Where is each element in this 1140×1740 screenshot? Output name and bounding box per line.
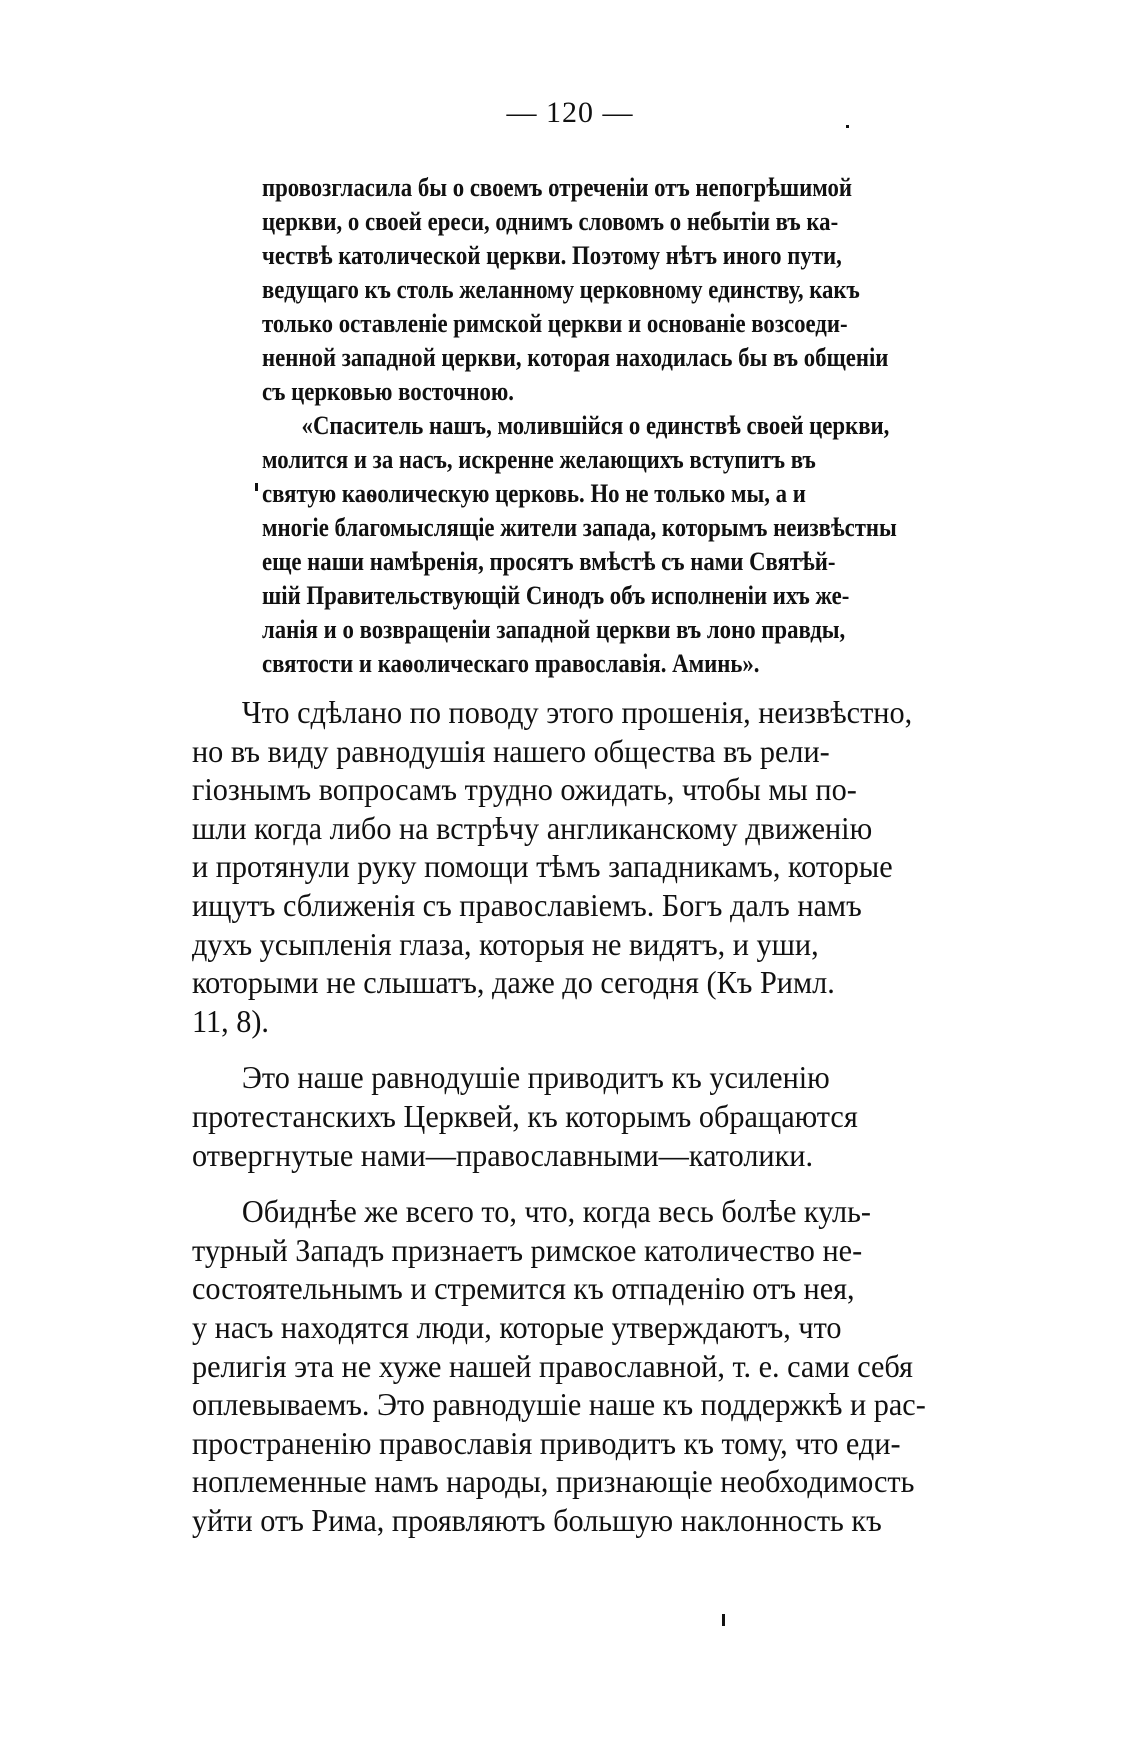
- paragraph: [192, 694, 989, 1041]
- text-line: пространенію православія приводитъ къ тому, что еди-: [192, 1425, 901, 1461]
- text-line: протестанскихъ Церквей, къ которымъ обращаются: [192, 1098, 858, 1134]
- text-line: у насъ находятся люди, которые утверждаютъ, что: [192, 1309, 842, 1345]
- paragraph: [192, 1059, 989, 1175]
- quote-line: съ церковью восточною.: [262, 376, 515, 406]
- scan-speck: [255, 483, 258, 491]
- text-line: Что сдѣлано по поводу этого прошенія, неизвѣстно,: [241, 695, 913, 730]
- quote-line: шій Правительствующій Синодъ объ исполненіи ихъ же-: [262, 580, 850, 610]
- text-line: турный Западъ признаетъ римское католичество не-: [192, 1232, 863, 1268]
- text-line: которыми не слышатъ, даже до сегодня (Къ Римл.: [192, 965, 835, 1001]
- paragraph: [192, 1193, 989, 1540]
- text-line: оплевываемъ. Это равнодушіе наше къ поддержкѣ и рас-: [192, 1387, 926, 1423]
- page-number: — 120 —: [506, 96, 634, 129]
- text-line: ноплеменные намъ народы, признающіе необходимость: [192, 1464, 915, 1500]
- text-line: но въ виду равнодушія нашего общества въ рели-: [192, 733, 830, 769]
- quoted-petition: [262, 170, 924, 680]
- quote-line: «Спаситель нашъ, молившійся о единствѣ своей церкви,: [301, 410, 890, 440]
- quote-line: ведущаго къ столь желанному церковному единству, какъ: [262, 274, 860, 304]
- quote-line: еще наши намѣренія, просятъ вмѣстѣ съ нами Святѣй-: [262, 546, 836, 576]
- text-line: Обиднѣе же всего то, что, когда весь болѣе куль-: [241, 1194, 871, 1230]
- quote-line: ненной западной церкви, которая находилась бы въ общеніи: [262, 342, 889, 372]
- text-line: 11, 8).: [192, 1003, 269, 1039]
- text-line: Это наше равнодушіе приводитъ къ усиленію: [241, 1060, 830, 1096]
- text-line: шли когда либо на встрѣчу англиканскому движенію: [192, 810, 873, 846]
- scan-speck: [722, 1614, 725, 1626]
- quote-line: многіе благомыслящіе жители запада, которымъ неизвѣстны: [262, 512, 897, 542]
- quote-line: молится и за насъ, искренне желающихъ вступитъ въ: [262, 444, 816, 474]
- quote-line: святую каѳолическую церковь. Но не только мы, а и: [262, 478, 806, 508]
- quote-line: провозгласила бы о своемъ отреченіи отъ непогрѣшимой: [262, 172, 853, 202]
- quote-line: ланія и о возвращеніи западной церкви въ лоно правды,: [262, 614, 846, 644]
- text-line: религія эта не хуже нашей православной, т. е. сами себя: [192, 1348, 913, 1384]
- text-line: уйти отъ Рима, проявляютъ большую наклонность къ: [192, 1502, 882, 1538]
- scan-speck: [846, 125, 849, 128]
- text-line: состоятельнымъ и стремится къ отпаденію отъ нея,: [192, 1271, 855, 1307]
- quote-line: святости и каѳолическаго православія. Аминь».: [262, 648, 760, 678]
- text-line: гіознымъ вопросамъ трудно ожидать, чтобы мы по-: [192, 772, 857, 808]
- quote-line: церкви, о своей ереси, однимъ словомъ о небытіи въ ка-: [262, 206, 839, 236]
- text-line: духъ усыпленія глаза, которыя не видятъ, и уши,: [192, 926, 819, 962]
- quote-line: чествѣ католической церкви. Поэтому нѣтъ иного пути,: [262, 240, 842, 270]
- quote-line: только оставленіе римской церкви и основаніе возсоеди-: [262, 308, 848, 338]
- text-line: отвергнутые нами—православными—католики.: [192, 1137, 814, 1173]
- main-text: [192, 694, 989, 1540]
- text-line: ищутъ сближенія съ православіемъ. Богъ далъ намъ: [192, 887, 862, 923]
- text-line: и протянули руку помощи тѣмъ западникамъ, которые: [192, 849, 893, 885]
